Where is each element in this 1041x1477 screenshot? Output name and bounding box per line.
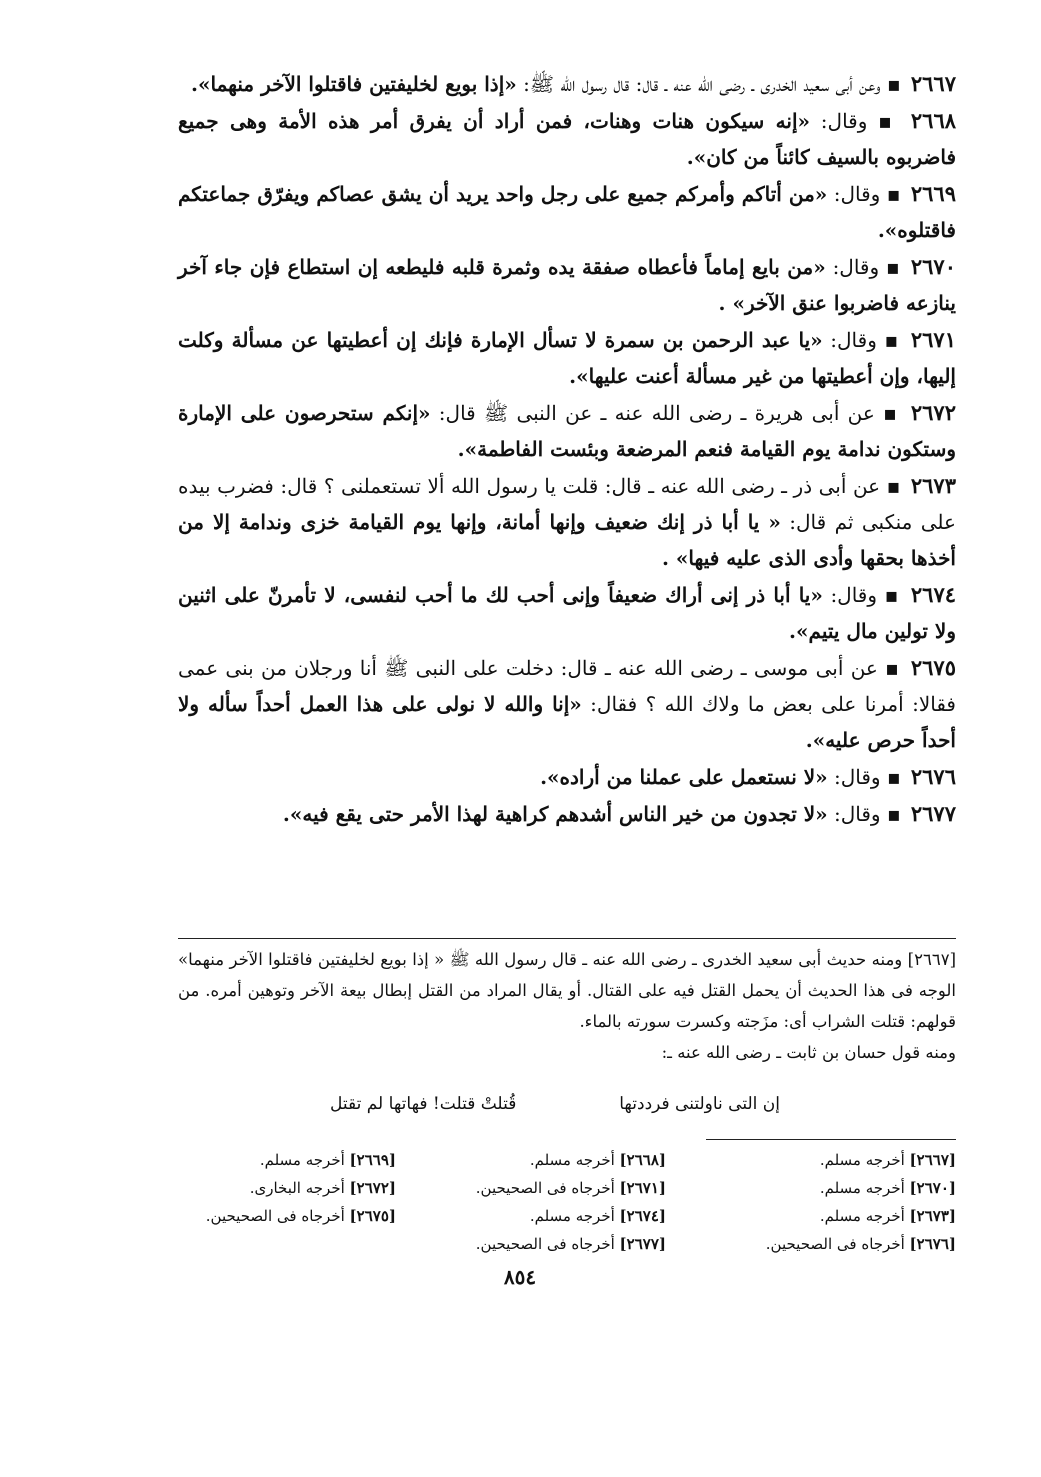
reference-text: أخرجه مسلم. xyxy=(819,1207,905,1225)
verse-first-hemistich: إن التى ناولتنى فرددتها xyxy=(619,1094,780,1114)
hadith-number: ٢٦٧٠ xyxy=(910,254,956,279)
hadith-text: «يا عبد الرحمن بن سمرة لا تسأل الإمارة فإنك إن أعطيتها عن مسألة وكلت إليها، وإن أعطيتها من غير مسألة أعنت عليها». xyxy=(178,328,956,388)
reference-number: [٢٦٧٠] xyxy=(909,1179,956,1197)
reference-text: أخرجاه فى الصحيحين. xyxy=(475,1179,615,1197)
reference-text: أخرجه مسلم. xyxy=(529,1207,615,1225)
references-column xyxy=(436,1146,696,1258)
hadith-number: ٢٦٧١ xyxy=(910,327,956,352)
hadith-text: «لا نستعمل على عملنا من أراده». xyxy=(540,765,828,789)
reference-item xyxy=(696,1230,956,1258)
references-column xyxy=(696,1146,956,1258)
hadith-2675: ٢٦٧٥ ▪ عن أبى موسى ـ رضى الله عنه ـ قال: دخلت على النبى ﷺ أنا ورجلان من بنى عمى فقالا: أمرنا على بعض ما ولاك الله ؟ فقال: «إنا والله لا نولى على هذا العمل أحداً سأله ولا أحداً حرص عليه». xyxy=(178,655,956,752)
hadith-text: «من أتاكم وأمركم جميع على رجل واحد يريد أن يشق عصاكم ويفرّق جماعتكم فاقتلوه». xyxy=(178,182,956,242)
reference-number: [٢٦٦٩] xyxy=(349,1151,396,1169)
hadith-intro: عن أبى موسى ـ رضى الله عنه ـ قال: دخلت على النبى ﷺ أنا ورجلان من بنى عمى فقالا: أمرنا على بعض ما ولاك الله ؟ فقال: xyxy=(178,656,956,716)
reference-number: [٢٦٧٣] xyxy=(909,1207,956,1225)
reference-number: [٢٦٧٤] xyxy=(619,1207,666,1225)
hadith-number: ٢٦٧٣ xyxy=(910,473,956,498)
reference-number: [٢٦٦٨] xyxy=(619,1151,666,1169)
page-number: ٨٥٤ xyxy=(503,1265,537,1289)
hadith-text: «من بايع إماماً فأعطاه صفقة يده وثمرة قلبه فليطعه إن استطاع فإن جاء آخر ينازعه فاضربوا عنق الآخر» . xyxy=(178,255,956,315)
poem-verse xyxy=(330,1094,780,1114)
reference-item xyxy=(178,1202,396,1230)
hadith-number: ٢٦٧٥ xyxy=(910,655,956,680)
reference-item xyxy=(696,1202,956,1230)
hadith-2668: ٢٦٦٨ ▪ وقال: «إنه سيكون هنات وهنات، فمن أراد أن يفرق أمر هذه الأمة وهى جميع فاضربوه بالسيف كائناً من كان». xyxy=(178,108,957,169)
references xyxy=(178,1146,956,1258)
reference-item xyxy=(436,1146,666,1174)
hadith-number: ٢٦٧٢ xyxy=(910,400,956,425)
reference-item xyxy=(178,1146,396,1174)
commentary xyxy=(178,944,956,1068)
hadith-text: «إنكم ستحرصون على الإمارة وستكون ندامة يوم القيامة فنعم المرضعة وبئست الفاطمة». xyxy=(178,401,956,461)
reference-text: أخرجاه فى الصحيحين. xyxy=(765,1235,905,1253)
reference-item xyxy=(436,1230,666,1258)
hadith-text: «إنا والله لا نولى على هذا العمل أحداً سأله ولا أحداً حرص عليه». xyxy=(178,692,956,752)
hadith-2670: ٢٦٧٠ ▪ وقال: «من بايع إماماً فأعطاه صفقة يده وثمرة قلبه فليطعه إن استطاع فإن جاء آخر ينازعه فاضربوا عنق الآخر» . xyxy=(178,254,956,315)
reference-text: أخرجه مسلم. xyxy=(819,1179,905,1197)
hadith-2674: ٢٦٧٤ ▪ وقال: «يا أبا ذر إنى أراك ضعيفاً وإنى أحب لك ما أحب لنفسى، لا تأمرنّ على اثنين ولا تولين مال يتيم». xyxy=(178,582,957,643)
hadith-text: « يا أبا ذر إنك ضعيف وإنها أمانة، وإنها يوم القيامة خزى وندامة إلا من أخذها بحقها وأدى الذى عليه فيها» . xyxy=(178,510,956,570)
hadith-2667: ٢٦٦٧ ▪ وعن أبى سعيد الخدرى ـ رضى الله عنه ـ قال: قال رسول الله ﷺ: «إذا بويع لخليفتين فاقتلوا الآخر منهما». xyxy=(191,71,956,96)
reference-number: [٢٦٧٦] xyxy=(909,1235,956,1253)
hadith-number: ٢٦٦٩ xyxy=(910,181,956,206)
hadith-2669: ٢٦٦٩ ▪ وقال: «من أتاكم وأمركم جميع على رجل واحد يريد أن يشق عصاكم ويفرّق جماعتكم فاقتلوه». xyxy=(178,181,956,242)
verse-second-hemistich: قُتلتْ قتلت! فهاتها لم تقتل xyxy=(330,1094,517,1114)
hadith-intro: عن أبى ذر ـ رضى الله عنه ـ قال: قلت يا رسول الله ألا تستعملنى ؟ قال: فضرب بيده على منكبى ثم قال: xyxy=(178,474,956,534)
reference-item xyxy=(696,1146,956,1174)
hadith-intro: وقال: xyxy=(834,802,881,826)
reference-item xyxy=(178,1174,396,1202)
reference-number: [٢٦٧٥] xyxy=(349,1207,396,1225)
hadith-intro: وقال: xyxy=(833,182,881,206)
hadith-2673: ٢٦٧٣ ▪ عن أبى ذر ـ رضى الله عنه ـ قال: قلت يا رسول الله ألا تستعملنى ؟ قال: فضرب بيده على منكبى ثم قال: « يا أبا ذر إنك ضعيف وإنها أمانة، وإنها يوم القيامة خزى وندامة إلا من أخذها بحقها وأدى الذى عليه فيها» . xyxy=(178,473,956,570)
commentary-verse-intro: ومنه قول حسان بن ثابت ـ رضى الله عنه ـ: xyxy=(661,1043,956,1062)
reference-number: [٢٦٧٢] xyxy=(349,1179,396,1197)
hadith-number: ٢٦٧٧ xyxy=(910,801,956,826)
hadith-intro: وقال: xyxy=(832,255,880,279)
reference-text: أخرجه مسلم. xyxy=(819,1151,905,1169)
reference-text: أخرجاه فى الصحيحين. xyxy=(475,1235,615,1253)
reference-number: [٢٦٧٧] xyxy=(619,1235,666,1253)
hadith-2676: ٢٦٧٦ ▪ وقال: «لا نستعمل على عملنا من أراده». xyxy=(540,764,956,789)
reference-number: [٢٦٦٧] xyxy=(909,1151,956,1169)
references-column xyxy=(178,1146,436,1258)
hadith-intro: وقال: xyxy=(830,583,878,607)
hadith-number: ٢٦٧٤ xyxy=(910,582,957,607)
hadith-2671: ٢٦٧١ ▪ وقال: «يا عبد الرحمن بن سمرة لا تسأل الإمارة فإنك إن أعطيتها عن مسألة وكلت إليها، وإن أعطيتها من غير مسألة أعنت عليها». xyxy=(178,327,956,388)
hadith-intro: وقال: xyxy=(820,109,868,133)
hadith-intro: وقال: xyxy=(834,765,881,789)
hadith-2672: ٢٦٧٢ ▪ عن أبى هريرة ـ رضى الله عنه ـ عن النبى ﷺ قال: «إنكم ستحرصون على الإمارة وستكون ندامة يوم القيامة فنعم المرضعة وبئست الفاطمة». xyxy=(178,400,956,461)
reference-item xyxy=(436,1202,666,1230)
hadith-intro: وقال: xyxy=(830,328,877,352)
section-divider xyxy=(178,938,956,939)
hadith-body xyxy=(178,66,956,833)
footnote-divider xyxy=(706,1139,956,1140)
hadith-number: ٢٦٧٦ xyxy=(910,764,956,789)
hadith-text: «لا تجدون من خير الناس أشدهم كراهية لهذا الأمر حتى يقع فيه». xyxy=(282,802,828,826)
reference-number: [٢٦٧١] xyxy=(619,1179,666,1197)
reference-item xyxy=(696,1174,956,1202)
reference-item xyxy=(436,1174,666,1202)
hadith-2677: ٢٦٧٧ ▪ وقال: «لا تجدون من خير الناس أشدهم كراهية لهذا الأمر حتى يقع فيه». xyxy=(282,801,956,826)
commentary-paragraph: [٢٦٦٧] ومنه حديث أبى سعيد الخدرى ـ رضى الله عنه ـ قال رسول الله ﷺ « إذا بويع لخليفتين فاقتلوا الآخر منهما» الوجه فى هذا الحديث أن يحمل القتل فيه على القتال. أو يقال المراد من القتل إبطال بيعة الآخر وتوهين أمره. من قولهم: قتلت الشراب أى: مزَجته وكسرت سورته بالماء. xyxy=(178,950,956,1031)
hadith-text: «إنه سيكون هنات وهنات، فمن أراد أن يفرق أمر هذه الأمة وهى جميع فاضربوه بالسيف كائناً من كان». xyxy=(178,109,956,169)
hadith-number: ٢٦٦٧ xyxy=(910,71,956,96)
hadith-intro: وعن أبى سعيد الخدرى ـ رضى الله عنه ـ قال: قال رسول الله ﷺ: xyxy=(523,72,881,96)
reference-text: أخرجه مسلم. xyxy=(529,1151,615,1169)
hadith-number: ٢٦٦٨ xyxy=(910,108,957,133)
hadith-intro: عن أبى هريرة ـ رضى الله عنه ـ عن النبى ﷺ قال: xyxy=(438,401,875,425)
hadith-text: «إذا بويع لخليفتين فاقتلوا الآخر منهما». xyxy=(191,72,517,96)
hadith-text: «يا أبا ذر إنى أراك ضعيفاً وإنى أحب لك ما أحب لنفسى، لا تأمرنّ على اثنين ولا تولين مال يتيم». xyxy=(178,583,956,643)
reference-text: أخرجه مسلم. xyxy=(259,1151,345,1169)
reference-text: أخرجاه فى الصحيحين. xyxy=(205,1207,345,1225)
reference-text: أخرجه البخارى. xyxy=(249,1179,345,1197)
